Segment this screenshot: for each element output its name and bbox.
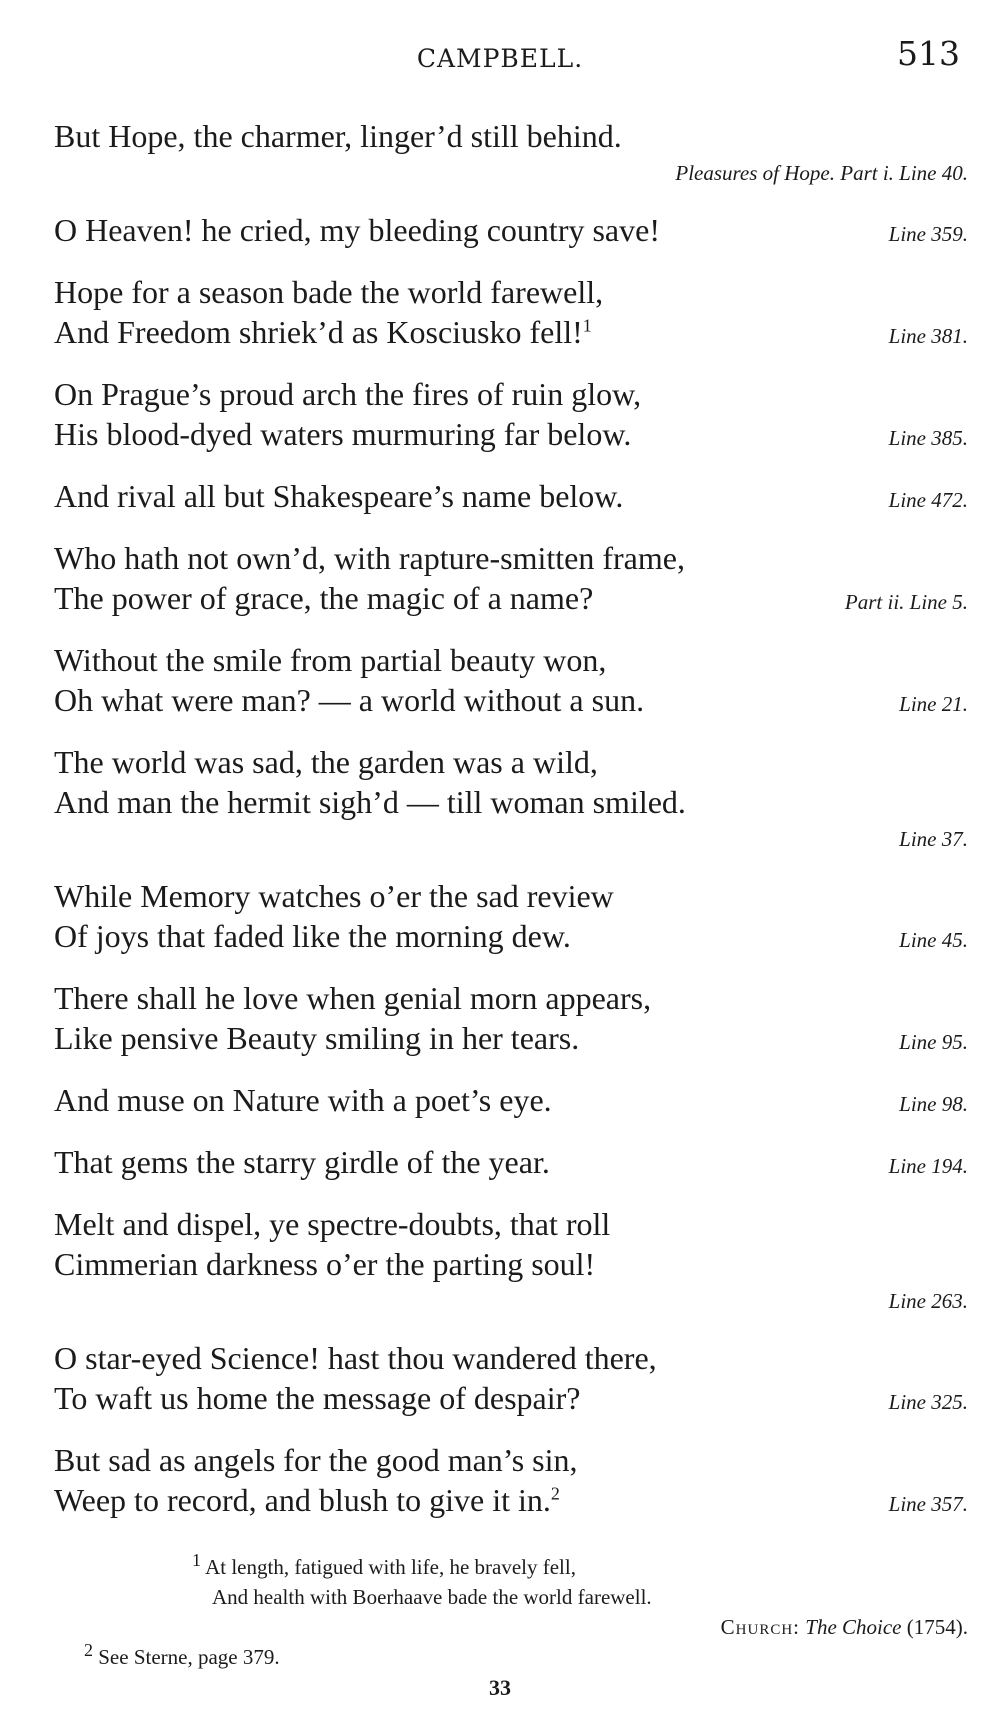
- footnote-1-line-1: [192, 1552, 968, 1582]
- quotations-list: [54, 116, 968, 1542]
- verse-line: Melt and dispel, ye spectre-doubts, that roll: [54, 1206, 611, 1242]
- citation: Line 357.: [888, 1492, 968, 1516]
- verse-line: His blood-dyed waters murmuring far below.: [54, 416, 632, 452]
- footnote-work-title: The Choice: [805, 1615, 902, 1639]
- citation: Line 263.: [888, 1289, 968, 1313]
- verse-line: To waft us home the message of despair?: [54, 1380, 581, 1416]
- citation: Pleasures of Hope. Part i. Line 40.: [675, 161, 968, 185]
- quote: [54, 210, 968, 250]
- footnote-text: At length, fatigued with life, he bravely fell,: [205, 1555, 576, 1579]
- verse-line: There shall he love when genial morn appears,: [54, 980, 652, 1016]
- verse-line: Without the smile from partial beauty won,: [54, 642, 607, 678]
- verse-line: The world was sad, the garden was a wild,: [54, 744, 598, 780]
- citation: Line 45.: [899, 928, 968, 952]
- citation: Line 472.: [888, 488, 968, 512]
- citation: Line 98.: [899, 1092, 968, 1116]
- verse-line: But sad as angels for the good man’s sin,: [54, 1442, 578, 1478]
- verse-line: And muse on Nature with a poet’s eye.: [54, 1082, 552, 1118]
- quote: [54, 978, 968, 1058]
- printer-signature-mark: 33: [489, 1675, 511, 1700]
- verse-line: Hope for a season bade the world farewell,: [54, 274, 604, 310]
- running-header-title: CAMPBELL.: [416, 44, 584, 73]
- quote: [54, 374, 968, 454]
- verse-line: And man the hermit sigh’d — till woman smiled.: [54, 784, 686, 820]
- verse-line: O Heaven! he cried, my bleeding country save!: [54, 212, 660, 248]
- verse-line: Oh what were man? — a world without a sun.: [54, 682, 645, 718]
- quote: [54, 272, 968, 352]
- verse-line: O star-eyed Science! hast thou wandered there,: [54, 1340, 657, 1376]
- quote: [54, 876, 968, 956]
- citation: Line 325.: [888, 1390, 968, 1414]
- verse-text: And Freedom shriek’d as Kosciusko fell!: [54, 314, 583, 350]
- quote: [54, 1142, 968, 1182]
- footnote-year: (1754).: [906, 1615, 968, 1639]
- verse-text: Weep to record, and blush to give it in.: [54, 1482, 551, 1518]
- verse-line: Who hath not own’d, with rapture-smitten frame,: [54, 540, 685, 576]
- footnote-1-source: [54, 1612, 968, 1642]
- footnote-1-line-2: And health with Boerhaave bade the world farewell.: [212, 1585, 652, 1609]
- verse-line: Of joys that faded like the morning dew.: [54, 918, 571, 954]
- quote: [54, 476, 968, 516]
- page-number: 513: [897, 34, 960, 73]
- quote: [54, 1080, 968, 1120]
- verse-line-with-footnote: [54, 312, 592, 352]
- verse-line-with-footnote: [54, 1480, 560, 1520]
- quote: [54, 640, 968, 720]
- quote: [54, 1338, 968, 1418]
- verse-line: The power of grace, the magic of a name?: [54, 580, 594, 616]
- quote: [54, 1440, 968, 1520]
- quote: [54, 116, 968, 188]
- verse-line: Like pensive Beauty smiling in her tears.: [54, 1020, 580, 1056]
- verse-line: Cimmerian darkness o’er the parting soul!: [54, 1246, 596, 1282]
- citation: Line 381.: [888, 324, 968, 348]
- quote: [54, 1204, 968, 1316]
- footnote-2: [84, 1642, 968, 1672]
- verse-line: That gems the starry girdle of the year.: [54, 1144, 550, 1180]
- citation: Part ii. Line 5.: [844, 590, 968, 614]
- footnote-text: See Sterne, page 379.: [98, 1645, 280, 1669]
- quote: [54, 742, 968, 854]
- verse-line: But Hope, the charmer, linger’d still behind.: [54, 118, 622, 154]
- citation: Line 95.: [899, 1030, 968, 1054]
- verse-line: While Memory watches o’er the sad review: [54, 878, 614, 914]
- footnotes: [54, 1552, 968, 1672]
- quote: [54, 538, 968, 618]
- footnote-mark: 2: [84, 1640, 93, 1660]
- citation: Line 37.: [899, 827, 968, 851]
- citation: Line 359.: [888, 222, 968, 246]
- footnote-mark: 2: [550, 1483, 560, 1504]
- footnote-mark: 1: [192, 1550, 201, 1570]
- footnote-mark: 1: [582, 315, 592, 336]
- citation: Line 194.: [888, 1154, 968, 1178]
- citation: Line 21.: [899, 692, 968, 716]
- verse-line: On Prague’s proud arch the fires of ruin glow,: [54, 376, 642, 412]
- citation: Line 385.: [888, 426, 968, 450]
- verse-line: And rival all but Shakespeare’s name below.: [54, 478, 624, 514]
- footnote-author: Church:: [720, 1615, 801, 1639]
